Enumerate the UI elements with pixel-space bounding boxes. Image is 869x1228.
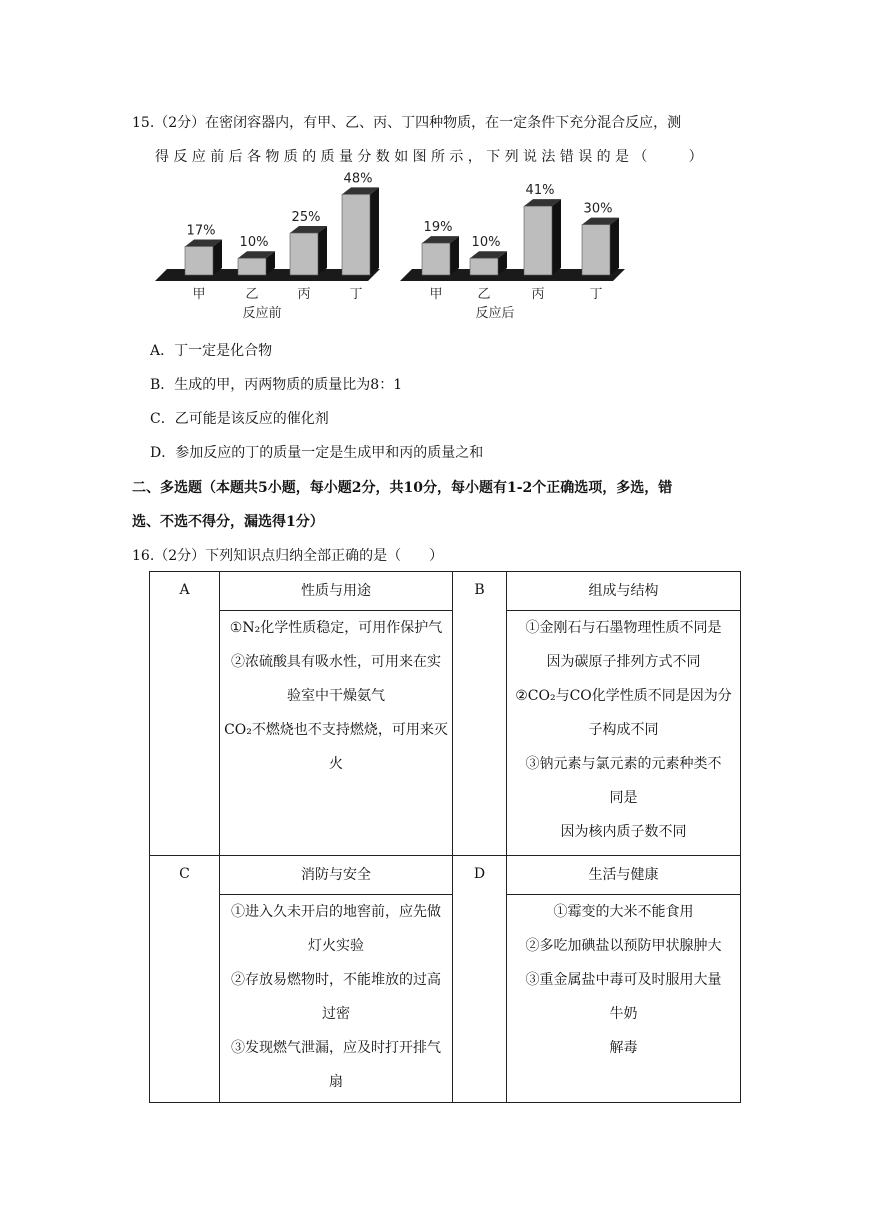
line: ②CO₂与CO化学性质不同是因为分	[515, 688, 732, 704]
data-label: 17%	[186, 223, 216, 239]
bar-chart-1	[155, 171, 380, 321]
q16-stem: 16.（2分）下列知识点归纳全部正确的是（ ）	[132, 548, 444, 564]
data-label: 25%	[291, 210, 321, 225]
data-label: 41%	[525, 183, 555, 199]
line: 因为碳原子排列方式不同	[546, 654, 701, 670]
q15-option-d: D．参加反应的丁的质量一定是生成甲和丙的质量之和	[150, 445, 484, 461]
line: 扇	[329, 1074, 343, 1090]
line: ②存放易燃物时，不能堆放的过高	[231, 972, 441, 988]
bar-chart-2	[400, 183, 625, 321]
tick-label: 乙	[477, 287, 491, 302]
cell-title-d: 生活与健康	[507, 856, 741, 895]
data-label: 19%	[423, 220, 453, 236]
line: 灯火实验	[308, 938, 364, 954]
x-axis-label: 反应后	[475, 306, 515, 321]
bar-charts	[150, 171, 640, 330]
bar-side	[370, 187, 379, 275]
cell-body-a	[220, 611, 453, 856]
q15-line1: 15.（2分）在密闭容器内，有甲、乙、丙、丁四种物质，在一定条件下充分混合反应，测	[132, 115, 682, 131]
data-label: 48%	[343, 171, 373, 187]
x-axis-label: 反应前	[242, 306, 282, 321]
cell-title-c: 消防与安全	[220, 856, 453, 895]
line: 火	[329, 756, 343, 772]
bar	[185, 246, 213, 275]
q15-option-b: B．生成的甲，丙两物质的质量比为8：1	[150, 377, 403, 393]
line: ②浓硫酸具有吸水性，可用来在实	[231, 654, 441, 670]
q15-option-a: A．丁一定是化合物	[150, 343, 273, 359]
section2-heading-line1: 二、多选题（本题共5小题，每小题2分，共10分，每小题有1-2个正确选项，多选，错	[132, 480, 673, 496]
bar	[524, 206, 552, 275]
bar	[290, 233, 318, 275]
line: ①进入久未开启的地窖前，应先做	[231, 904, 441, 920]
tick-label: 丙	[531, 287, 545, 302]
line: ③发现燃气泄漏，应及时打开排气	[231, 1040, 441, 1056]
data-label: 30%	[583, 201, 613, 217]
bar	[238, 258, 266, 275]
line: ②多吃加碘盐以预防甲状腺肿大	[525, 938, 722, 954]
section2-heading-line2: 选、不选不得分，漏选得1分）	[132, 514, 324, 530]
line: ③钠元素与氯元素的元素种类不	[525, 756, 722, 772]
tick-label: 甲	[429, 287, 443, 302]
bar	[342, 194, 370, 275]
line: 验室中干燥氨气	[287, 688, 385, 704]
bar-side	[318, 226, 327, 275]
line: 过密	[322, 1006, 350, 1022]
cell-letter-d: D	[453, 856, 507, 1103]
data-label: 10%	[471, 235, 501, 251]
bar	[422, 243, 450, 275]
tick-label: 甲	[192, 287, 206, 302]
tick-label: 丁	[349, 287, 363, 302]
data-label: 10%	[239, 235, 269, 251]
cell-letter-a: A	[150, 572, 220, 856]
line: ①N₂化学性质稳定，可用作保护气	[229, 620, 443, 636]
bar-side	[552, 199, 561, 275]
cell-body-b	[507, 611, 741, 856]
tick-label: 乙	[245, 287, 259, 302]
line: 因为核内质子数不同	[560, 824, 687, 840]
bar	[470, 258, 498, 275]
cell-letter-b: B	[453, 572, 507, 856]
line: ①金刚石与石墨物理性质不同是	[525, 620, 722, 636]
cell-body-d	[507, 895, 741, 1103]
line: ③重金属盐中毒可及时服用大量	[525, 972, 722, 988]
line: 同是	[609, 790, 638, 806]
tick-label: 丙	[297, 287, 311, 302]
q15-option-c: C．乙可能是该反应的催化剂	[150, 411, 329, 427]
knowledge-table	[149, 571, 741, 1103]
line: ①霉变的大米不能食用	[553, 904, 694, 920]
cell-body-c	[220, 895, 453, 1103]
cell-letter-c: C	[150, 856, 220, 1103]
line: 牛奶	[609, 1006, 638, 1022]
tick-label: 丁	[589, 287, 603, 302]
bar	[582, 225, 610, 275]
line: CO₂不燃烧也不支持燃烧，可用来灭	[224, 722, 448, 738]
line: 解毒	[609, 1040, 638, 1056]
line: 子构成不同	[588, 722, 659, 738]
bar-side	[610, 218, 619, 275]
cell-title-b: 组成与结构	[507, 572, 741, 611]
cell-title-a: 性质与用途	[220, 572, 453, 611]
q15-line2: 得反应前后各物质的质量分数如图所示，下列说法错误的是（ ）	[155, 149, 707, 165]
